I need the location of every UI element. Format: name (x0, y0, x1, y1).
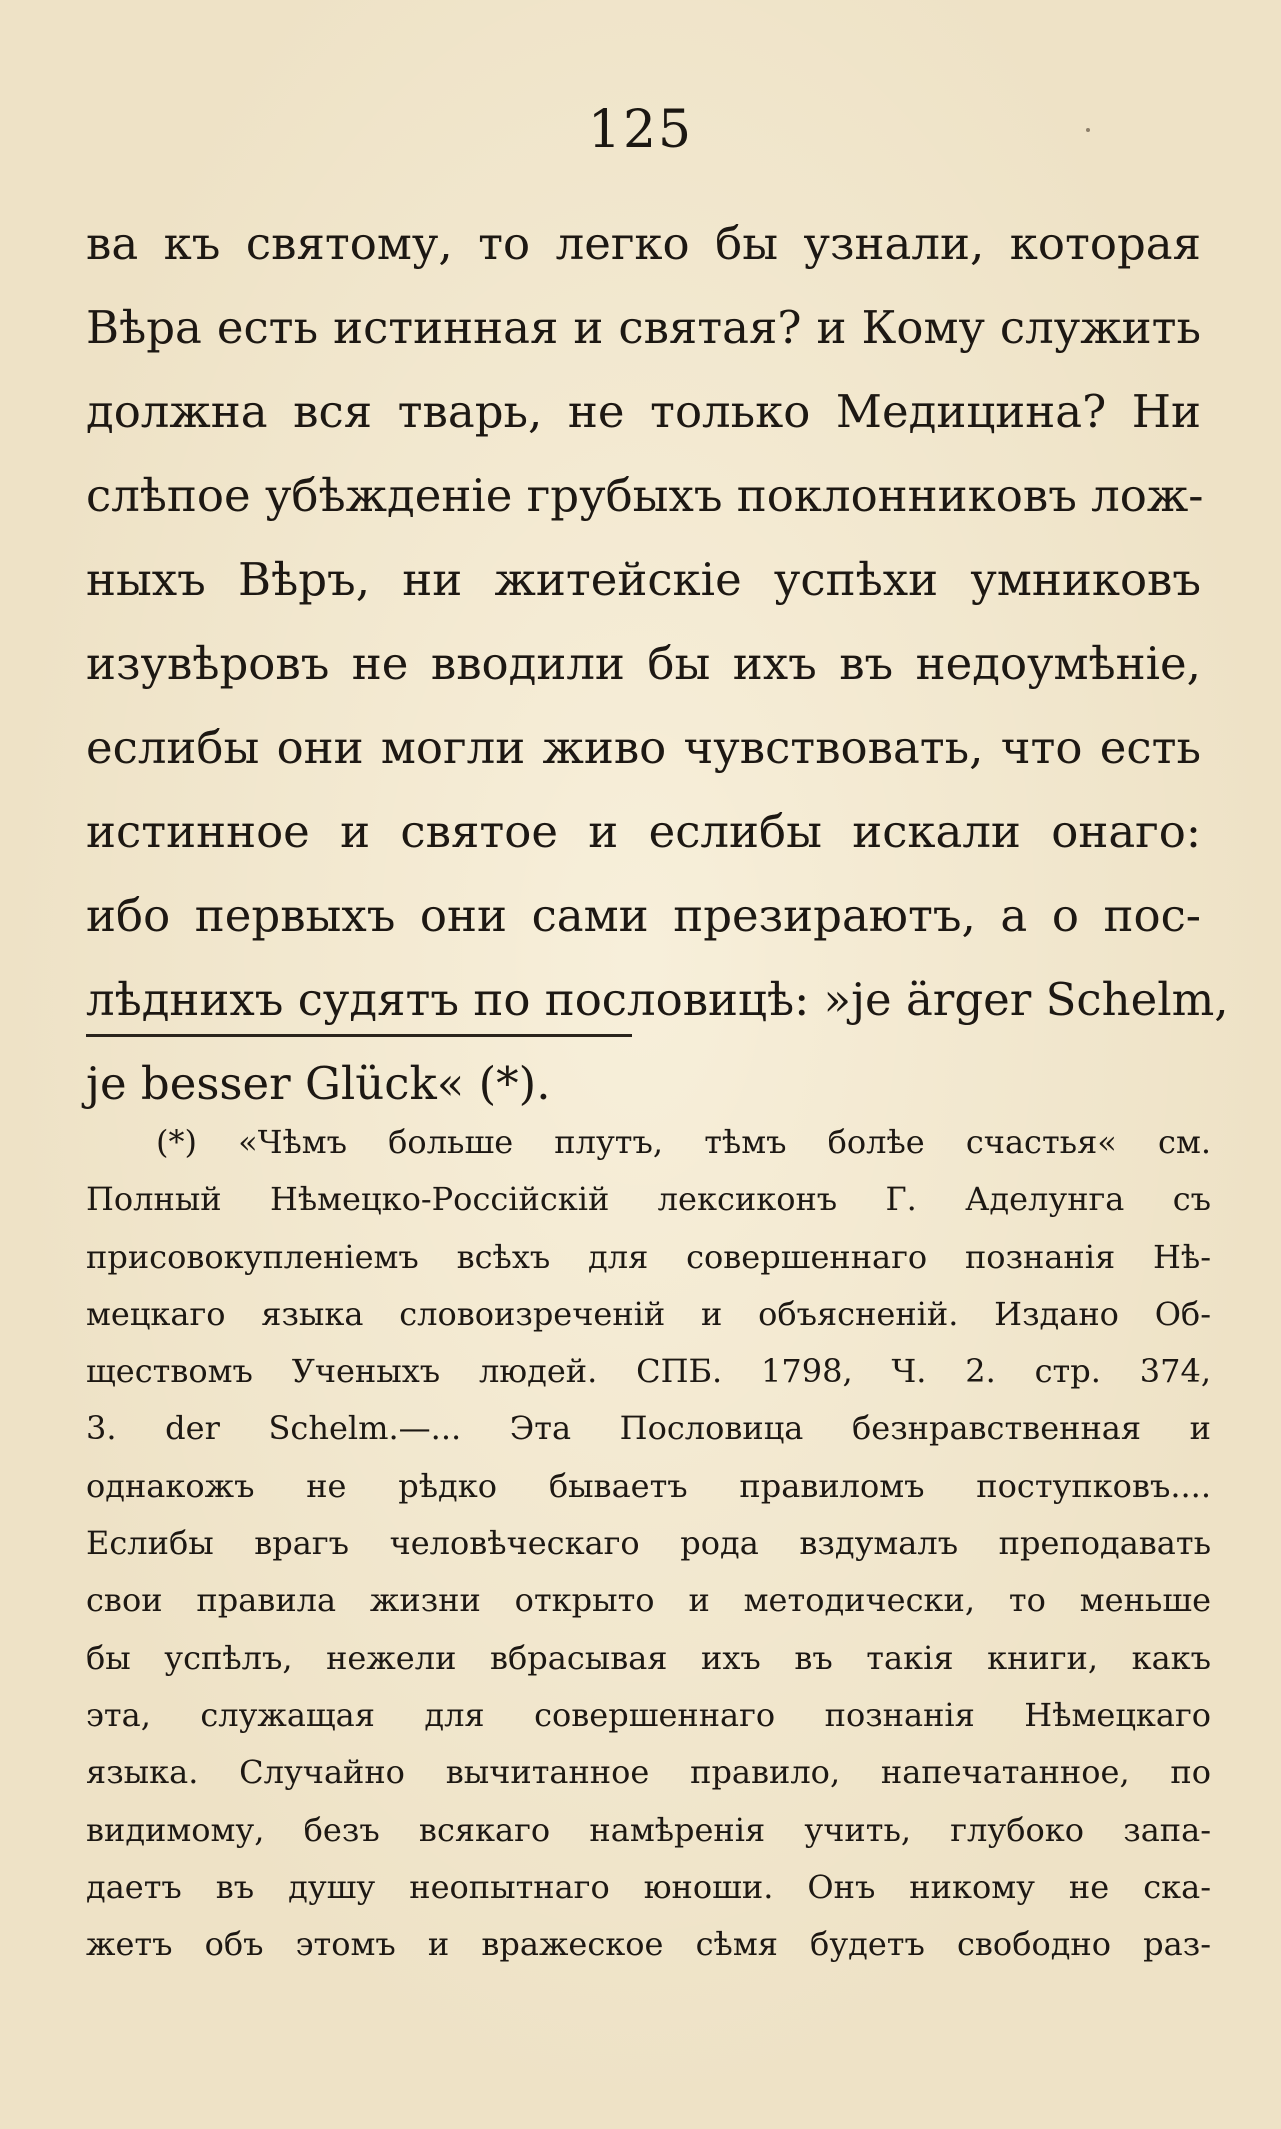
main-text-line: ибо первыхъ они сами презираютъ, а о пос- (86, 889, 1201, 942)
main-text-line: je besser Glück« (*). (86, 1057, 551, 1110)
footnote-line: свои правила жизни открыто и методически, то меньше (86, 1581, 1211, 1620)
footnote-line: Полный Нѣмецко-Россійскій лексиконъ Г. Аделунга съ (86, 1180, 1211, 1219)
footnote-line: однакожъ не рѣдко бываетъ правиломъ поступковъ.... (86, 1466, 1211, 1505)
paper-speck (1086, 128, 1090, 132)
main-text-line: слѣпое убѣжденіе грубыхъ поклонниковъ лож- (86, 469, 1204, 522)
footnote-block (86, 1114, 1211, 1973)
main-text-line: еслибы они могли живо чувствовать, что есть (86, 721, 1201, 774)
footnote-line: бы успѣлъ, нежели вбрасывая ихъ въ такія книги, какъ (86, 1638, 1211, 1677)
footnote-line: присовокупленіемъ всѣхъ для совершеннаго познанія Нѣ- (86, 1237, 1211, 1276)
footnote-line: мецкаго языка словоизреченій и объясненій. Издано Об- (86, 1294, 1211, 1333)
footnote-line: видимому, безъ всякаго намѣренія учить, глубоко запа- (86, 1810, 1211, 1849)
main-text-line: должна вся тварь, не только Медицина? Ни (86, 385, 1201, 438)
main-text-line: изувѣровъ не вводили бы ихъ въ недоумѣніе, (86, 637, 1201, 690)
footnote-line: 3. der Schelm.—... Эта Пословица безнравственная и (86, 1409, 1211, 1448)
footnote-line: (*) «Чѣмъ больше плутъ, тѣмъ болѣе счастья« см. (156, 1123, 1211, 1161)
footnote-line: ществомъ Ученыхъ людей. СПБ. 1798, Ч. 2. стр. 374, (86, 1352, 1211, 1391)
footnote-line: эта, служащая для совершеннаго познанія Нѣмецкаго (86, 1695, 1211, 1734)
footnote-line: Еслибы врагъ человѣческаго рода вздумалъ преподавать (86, 1524, 1211, 1563)
main-text-line: ныхъ Вѣръ, ни житейскіе успѣхи умниковъ (86, 553, 1201, 606)
footnote-line: даетъ въ душу неопытнаго юноши. Онъ никому не ска- (86, 1867, 1211, 1906)
main-text-block (86, 202, 1229, 1126)
footnote-divider (86, 1034, 632, 1037)
main-text-line: истинное и святое и еслибы искали онаго: (86, 805, 1201, 858)
main-text-line: лѣднихъ судятъ по пословицѣ: »je ärger Schelm, (86, 973, 1229, 1026)
main-text-line: ва къ святому, то легко бы узнали, которая (86, 217, 1201, 270)
page-number: 125 (587, 100, 694, 160)
footnote-line: языка. Случайно вычитанное правило, напечатанное, по (86, 1753, 1211, 1792)
main-text-line: Вѣра есть истинная и святая? и Кому служить (86, 301, 1201, 354)
footnote-line: жетъ объ этомъ и вражеское сѣмя будетъ свободно раз- (86, 1925, 1211, 1964)
